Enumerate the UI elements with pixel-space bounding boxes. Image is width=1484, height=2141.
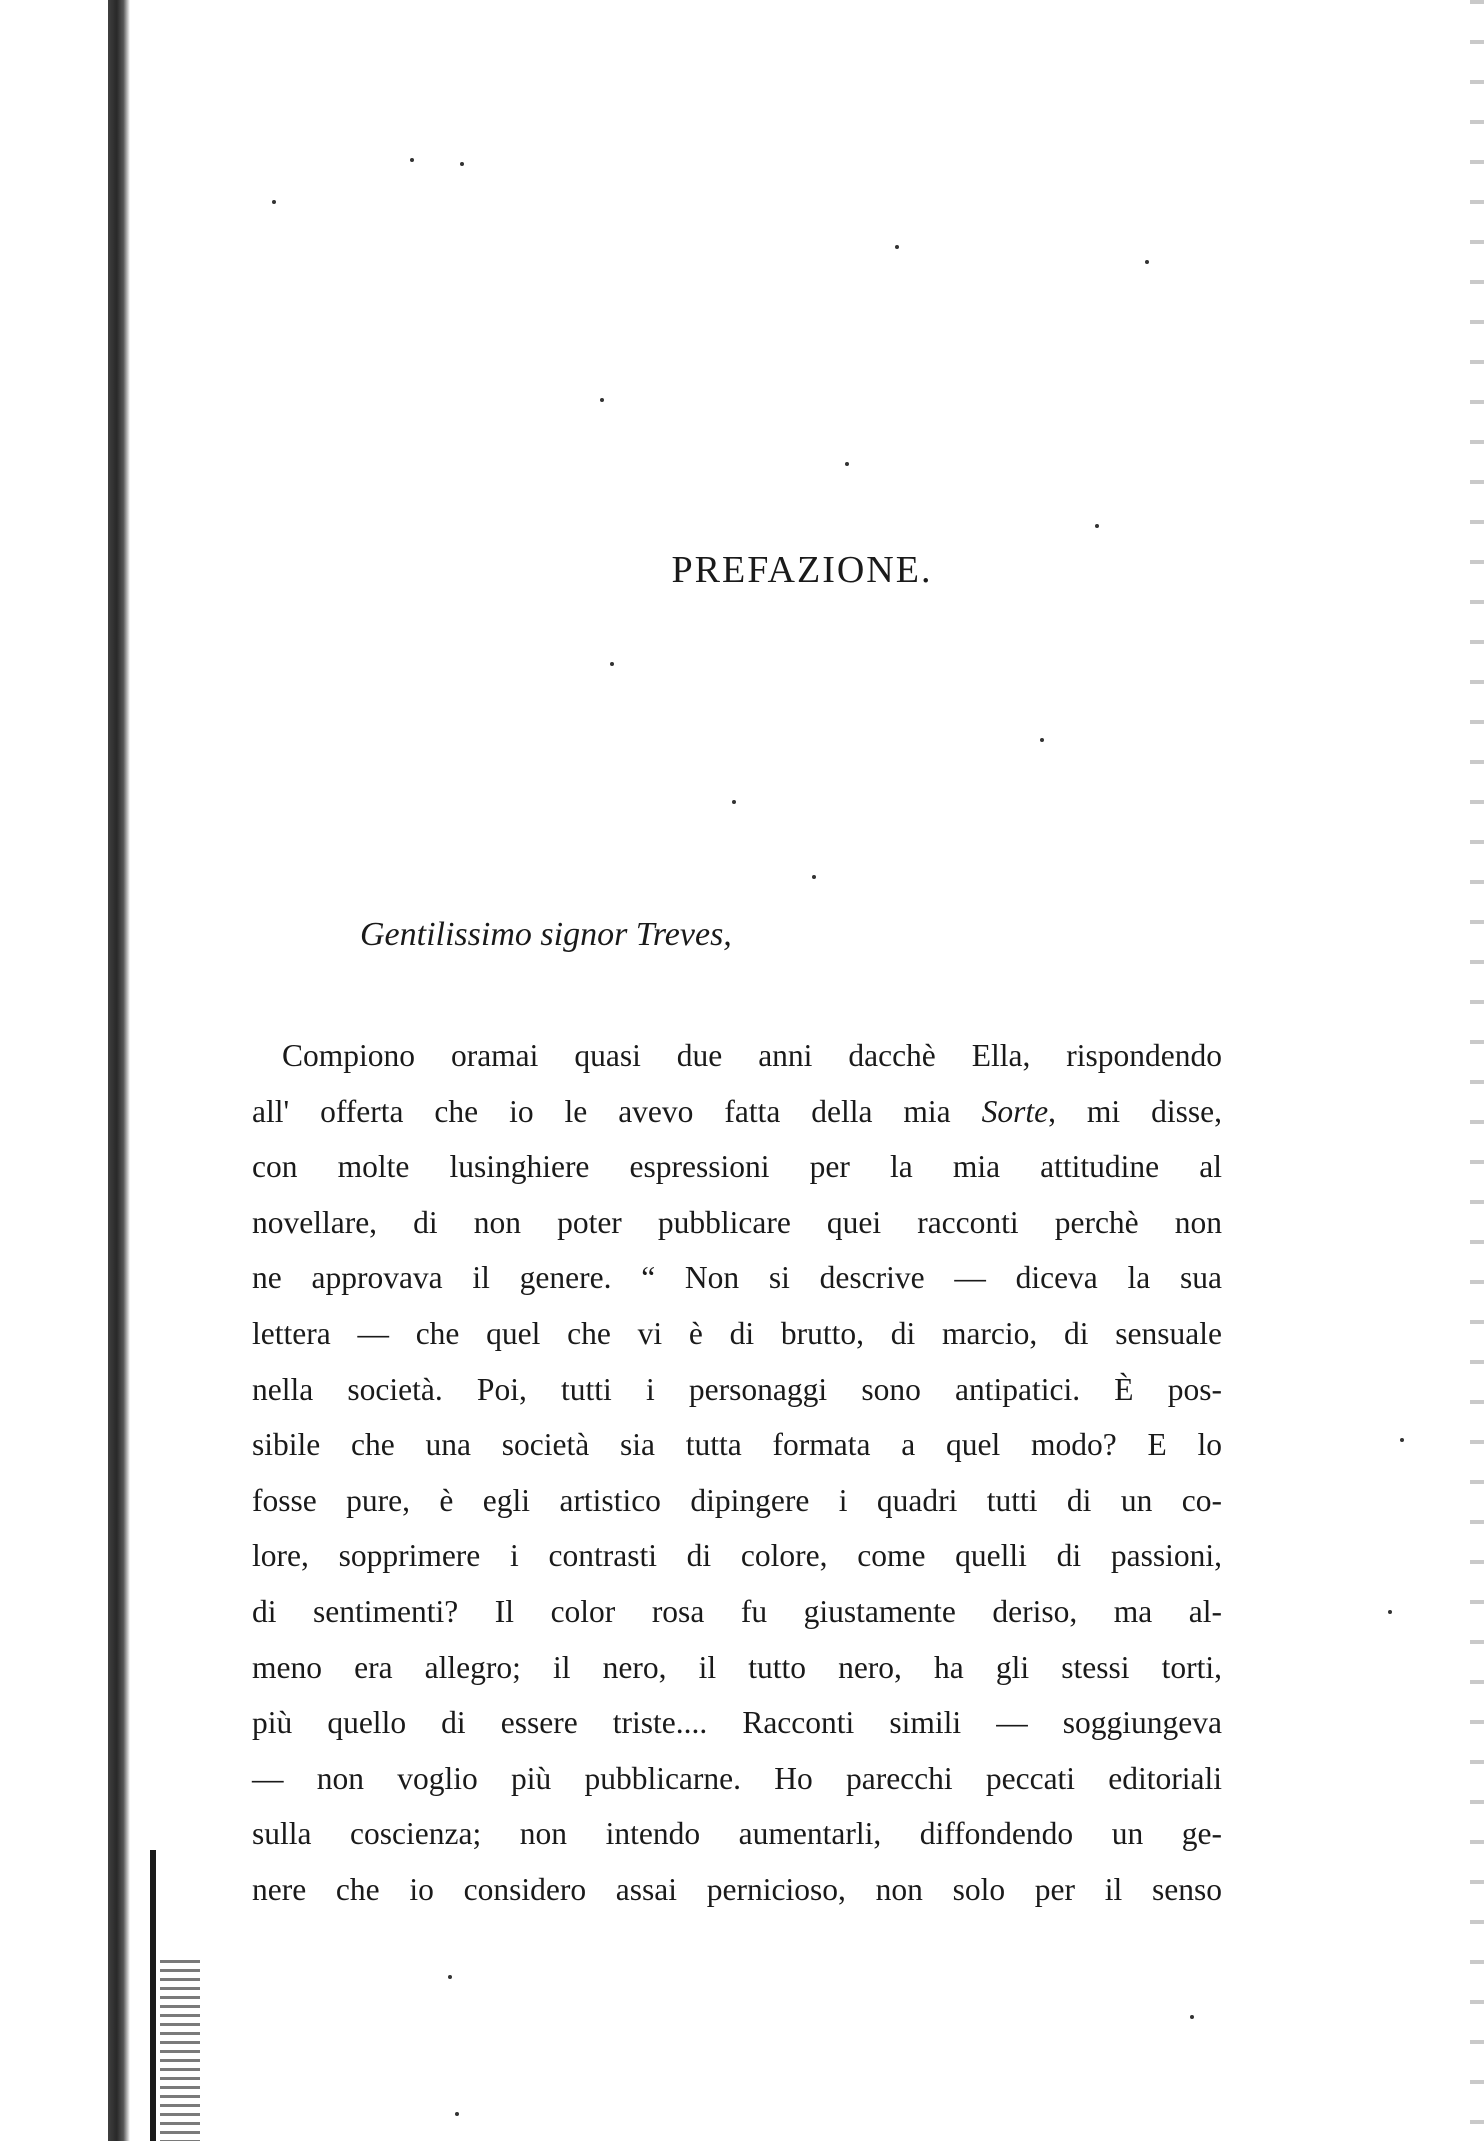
scan-speck — [1095, 524, 1099, 528]
scan-speck — [460, 162, 464, 166]
scan-speck — [1400, 1438, 1404, 1442]
italic-title: Sorte — [981, 1093, 1049, 1129]
text-line-main: più quello di essere triste.... Racconti simili — soggiungeva — [252, 1705, 1222, 1741]
body-paragraph — [252, 1028, 1222, 1918]
scan-speck — [732, 800, 736, 804]
scan-speck — [845, 462, 849, 466]
text-line-main: ne approvava il genere. “ Non si descrive — diceva la sua — [252, 1260, 1222, 1296]
scan-speck — [1190, 2015, 1194, 2019]
scan-speck — [600, 398, 604, 402]
text-line — [252, 1306, 1222, 1362]
text-line-main: — non voglio più pubblicarne. Ho parecchi peccati editoriali — [252, 1760, 1222, 1796]
binding-edge — [108, 0, 130, 2141]
text-line-main: di sentimenti? Il color rosa fu giustamente deriso, ma al- — [252, 1593, 1222, 1629]
text-line — [252, 1084, 1222, 1140]
scan-speck — [448, 1975, 452, 1979]
text-line-tail: , mi disse, — [1048, 1093, 1222, 1129]
scan-speck — [610, 662, 614, 666]
right-page-edge — [1470, 0, 1484, 2141]
text-line — [252, 1362, 1222, 1418]
text-line — [252, 1528, 1222, 1584]
text-line — [252, 1751, 1222, 1807]
salutation: Gentilissimo signor Treves, — [360, 916, 732, 953]
scan-speck — [1388, 1610, 1392, 1614]
text-line-main: nella società. Poi, tutti i personaggi sono antipatici. È pos- — [252, 1371, 1222, 1407]
text-line — [252, 1806, 1222, 1862]
text-line — [252, 1584, 1222, 1640]
text-line — [252, 1640, 1222, 1696]
text-line-main: novellare, di non poter pubblicare quei racconti perchè non — [252, 1204, 1222, 1240]
text-line-main: Compiono oramai quasi due anni dacchè Ella, rispondendo — [282, 1038, 1222, 1073]
text-line-main: fosse pure, è egli artistico dipingere i quadri tutti di un co- — [252, 1482, 1222, 1518]
text-line — [252, 1473, 1222, 1529]
scan-speck — [1145, 260, 1149, 264]
page-title: PREFAZIONE. — [671, 549, 933, 591]
text-line-main: meno era allegro; il nero, il tutto nero, ha gli stessi torti, — [252, 1649, 1222, 1685]
binding-speckle — [160, 1960, 200, 2141]
text-line — [252, 1862, 1222, 1918]
text-line-main: sulla coscienza; non intendo aumentarli, diffondendo un ge- — [252, 1816, 1222, 1852]
text-line — [252, 1417, 1222, 1473]
text-line-main: lore, sopprimere i contrasti di colore, come quelli di passioni, — [252, 1538, 1222, 1574]
binding-edge-shadow — [150, 1850, 156, 2141]
text-line-main: lettera — che quel che vi è di brutto, di marcio, di sensuale — [252, 1315, 1222, 1351]
text-line — [252, 1139, 1222, 1195]
text-line — [252, 1250, 1222, 1306]
text-line-main: con molte lusinghiere espressioni per la mia attitudine al — [252, 1149, 1222, 1185]
text-line-main: sibile che una società sia tutta formata a quel modo? E lo — [252, 1427, 1222, 1463]
scan-speck — [272, 200, 276, 204]
text-line — [252, 1028, 1222, 1084]
text-line — [252, 1695, 1222, 1751]
scan-speck — [812, 875, 816, 879]
scan-speck — [410, 158, 414, 162]
scan-speck — [1040, 738, 1044, 742]
text-line — [252, 1195, 1222, 1251]
scan-speck — [455, 2112, 459, 2116]
text-line-main: all' offerta che io le avevo fatta della mia — [252, 1093, 982, 1129]
text-line-main: nere che io considero assai pernicioso, non solo per il senso — [252, 1871, 1222, 1907]
scan-speck — [895, 245, 899, 249]
